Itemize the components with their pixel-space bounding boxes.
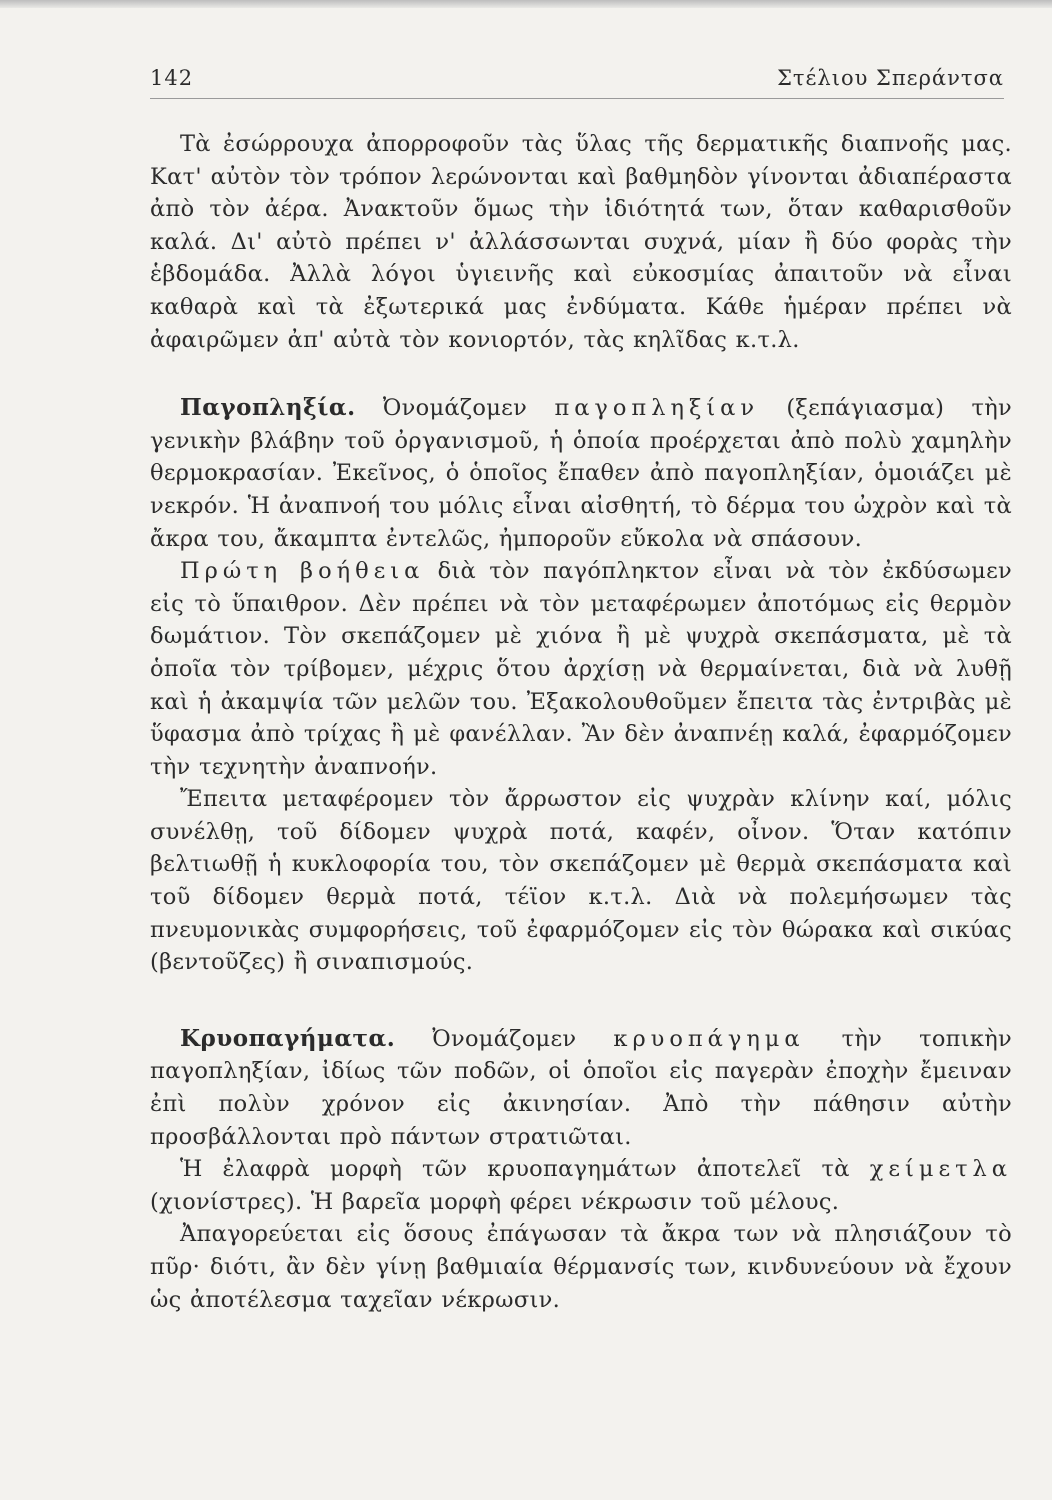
section-heading-chilblains: Κρυοπαγήματα. (180, 1024, 396, 1052)
running-head: Στέλιου Σπεράντσα (777, 66, 1004, 90)
paragraph-underwear: Τὰ ἐσώρρουχα ἀπορροφοῦν τὰς ὕλας τῆς δερματικῆς διαπνοῆς μας. Κατ' αὐτὸν τὸν τρόπον λερώνονται καὶ βαθμηδὸν γίνονται ἀδιαπέραστα ἀπὸ τὸν ἀέρα. Ἀνακτοῦν ὅμως τὴν ἰδιότητά των, ὅταν καθαρισθοῦν καλά. Δι' αὐτὸ πρέπει ν' ἀλλάσσωνται συχνά, μίαν ἢ δύο φορὰς τὴν ἑβδομάδα. Ἀλλὰ λόγοι ὑγιεινῆς καὶ εὐκοσμίας ἀπαιτοῦν νὰ εἶναι καθαρὰ καὶ τὰ ἐξωτερικά μας ἐνδύματα. Κάθε ἡμέραν πρέπει νὰ ἀφαιρῶμεν ἀπ' αὐτὰ τὸν κονιορτόν, τὰς κηλῖδας κ.τ.λ. (150, 131, 1012, 353)
spaced-term: κρυοπάγημα (613, 1025, 805, 1052)
paragraph-chilblain-definition (150, 1023, 1012, 1153)
paragraph-text: τὴν τοπικὴν παγοπληξίαν, ἰδίως τῶν ποδῶν, οἱ ὁποῖοι εἰς παγερὰν ἐποχὴν ἔμειναν ἐπὶ πολὺν χρόνον εἰς ἀκινησίαν. Ἀπὸ τὴν πάθησιν αὐτὴν προσβάλλονται πρὸ πάντων στρατιῶται. (150, 1025, 1012, 1150)
paragraph-aftercare: Ἔπειτα μεταφέρομεν τὸν ἄρρωστον εἰς ψυχρὰν κλίνην καί, μόλις συνέλθῃ, τοῦ δίδομεν ψυχρὰ ποτά, καφέν, οἶνον. Ὅταν κατόπιν βελτιωθῇ ἡ κυκλοφορία του, τὸν σκεπάζομεν μὲ θερμὰ σκεπάσματα καὶ τοῦ δίδομεν θερμὰ ποτά, τέϊον κ.τ.λ. Διὰ νὰ πολεμήσωμεν τὰς πνευμονικὰς συμφορήσεις, τοῦ ἐφαρμόζομεν εἰς τὸν θώρακα καὶ σικύας (βεντοῦζες) ἢ σιναπισμούς. (150, 786, 1012, 976)
scan-edge (0, 0, 1052, 8)
paragraph-first-aid (150, 555, 1012, 783)
page-header (150, 62, 1004, 99)
page-number: 142 (150, 66, 194, 90)
paragraph-frostbite-definition (150, 392, 1012, 555)
page-body (150, 128, 1012, 1316)
paragraph-text: (χιονίστρες). Ἡ βαρεῖα μορφὴ φέρει νέκρωσιν τοῦ μέλους. (150, 1188, 840, 1215)
lead-word: Ὀνομάζομεν (432, 1025, 577, 1052)
paragraph-text: Ἡ ἐλαφρὰ μορφὴ τῶν κρυοπαγημάτων ἀποτελεῖ τὰ (180, 1156, 850, 1183)
paragraph-text: (ξεπάγιασμα) τὴν γενικὴν βλάβην τοῦ ὀργανισμοῦ, ἡ ὁποία προέρχεται ἀπὸ πολὺ χαμηλὴν θερμοκρασίαν. Ἐκεῖνος, ὁ ὁποῖος ἔπαθεν ἀπὸ παγοπληξίαν, ὁμοιάζει μὲ νεκρόν. Ἡ ἀναπνοή του μόλις εἶναι αἰσθητή, τὸ δέρμα του ὠχρὸν καὶ τὰ ἄκρα του, ἄκαμπτα ἐντελῶς, ἠμποροῦν εὔκολα νὰ σπάσουν. (150, 395, 1013, 552)
lead-word: Ὀνομάζομεν (382, 395, 528, 422)
spaced-term-first-aid: Πρώτη βοήθεια (180, 558, 425, 585)
section-heading-frostbite: Παγοπληξία. (180, 394, 356, 422)
paragraph-warning: Ἀπαγορεύεται εἰς ὅσους ἐπάγωσαν τὰ ἄκρα των νὰ πλησιάζουν τὸ πῦρ· διότι, ἂν δὲν γίνῃ βαθμιαία θέρμανσίς των, κινδυνεύουν νὰ ἔχουν ὡς ἀποτέλεσμα ταχεῖαν νέκρωσιν. (150, 1221, 1012, 1313)
paragraph-text: διὰ τὸν παγόπληκτον εἶναι νὰ τὸν ἐκδύσωμεν εἰς τὸ ὕπαιθρον. Δὲν πρέπει νὰ τὸν μεταφέρωμεν ἀποτόμως εἰς θερμὸν δωμάτιον. Τὸν σκεπάζομεν μὲ χιόνα ἢ μὲ ψυχρὰ σκεπάσματα, μὲ τὰ ὁποῖα τὸν τρίβομεν, μέχρις ὅτου ἀρχίσῃ νὰ θερμαίνεται, διὰ νὰ λυθῇ καὶ ἡ ἀκαμψία τῶν μελῶν του. Ἐξακολουθοῦμεν ἔπειτα τὰς ἐντριβὰς μὲ ὕφασμα ἀπὸ τρίχας ἢ μὲ φανέλλαν. Ἂν δὲν ἀναπνέῃ καλά, ἐφαρμόζομεν τὴν τεχνητὴν ἀναπνοήν. (150, 558, 1013, 780)
spaced-term: χείμετλα (869, 1156, 1012, 1183)
spaced-term: παγοπληξίαν (554, 395, 760, 422)
paragraph-chilblain-forms (150, 1153, 1012, 1218)
